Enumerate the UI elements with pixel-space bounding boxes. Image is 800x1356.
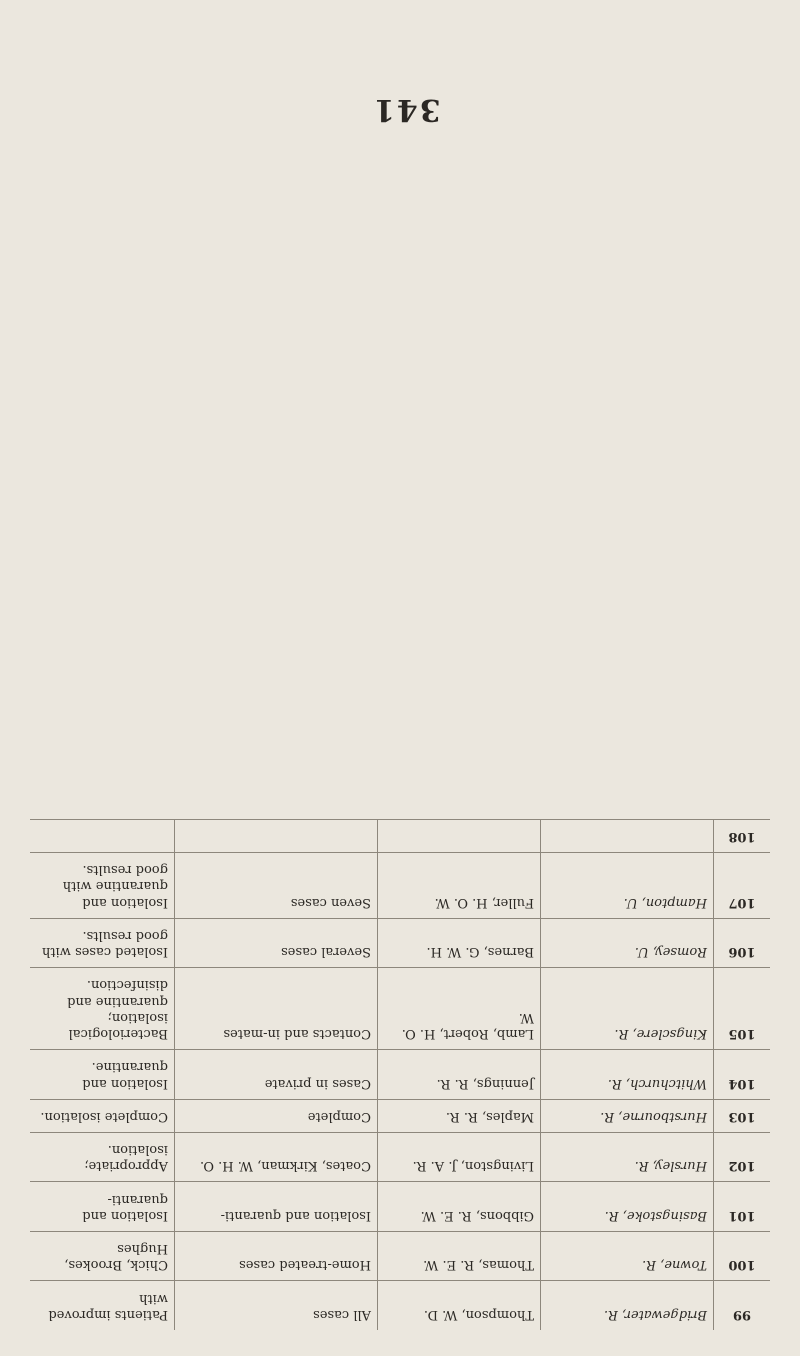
cases-note: Isolation and quaranti- <box>175 1182 378 1232</box>
table-row <box>30 1281 770 1330</box>
district-name: Hurstbourne, R. <box>541 1099 714 1132</box>
table-row <box>30 968 770 1050</box>
row-number: 103 <box>714 1099 771 1132</box>
district-name: Basingstoke, R. <box>541 1182 714 1232</box>
cases-note: Seven cases <box>175 853 378 919</box>
medical-officer: Thompson, W. D. <box>378 1281 541 1330</box>
table-row <box>30 1182 770 1232</box>
cases-note: Cases in private <box>175 1050 378 1100</box>
cases-note: Coates, Kirkman, W. H. O. <box>175 1133 378 1183</box>
district-name: Hursley, R. <box>541 1133 714 1183</box>
table-row <box>30 819 770 852</box>
medical-officer: Gibbons, R. E. W. <box>378 1182 541 1232</box>
medical-officer: Fuller, H. O. W. <box>378 853 541 919</box>
district-name: Bridgewater, R. <box>541 1281 714 1330</box>
page-number: 341 <box>372 92 441 127</box>
table-row <box>30 1232 770 1282</box>
row-number: 104 <box>714 1050 771 1100</box>
report-table <box>30 150 770 1330</box>
table-row <box>30 1133 770 1183</box>
row-number: 107 <box>714 853 771 919</box>
district-name: Kingsclere, R. <box>541 968 714 1050</box>
medical-officer: Jennings, R. R. <box>378 1050 541 1100</box>
medical-officer: Barnes, G. W. H. <box>378 918 541 968</box>
table-row <box>30 853 770 919</box>
remarks: Isolated cases with good results. <box>30 918 175 968</box>
district-name: Whitchurch, R. <box>541 1050 714 1100</box>
remarks: Patients improved with <box>30 1281 175 1330</box>
remarks: Complete isolation. <box>30 1099 175 1132</box>
medical-officer: Lamb, Robert, H. O. W. <box>378 968 541 1050</box>
remarks: Bacteriological isolation; quarantine and disinfection. <box>30 968 175 1050</box>
cases-note <box>175 819 378 852</box>
cases-note: Home-treated cases <box>175 1232 378 1282</box>
table-row <box>30 1050 770 1100</box>
row-number: 106 <box>714 918 771 968</box>
medical-officer: Livingston, J. A. R. <box>378 1133 541 1183</box>
row-number: 105 <box>714 968 771 1050</box>
remarks: Chick, Brookes, Hughes <box>30 1232 175 1282</box>
cases-note: Complete <box>175 1099 378 1132</box>
row-number: 99 <box>714 1281 771 1330</box>
remarks: Isolation and quaranti- <box>30 1182 175 1232</box>
remarks <box>30 819 175 852</box>
district-name <box>541 819 714 852</box>
row-number: 100 <box>714 1232 771 1282</box>
table-row <box>30 1099 770 1132</box>
cases-note: Several cases <box>175 918 378 968</box>
cases-note: Contacts and in-mates <box>175 968 378 1050</box>
row-number: 108 <box>714 819 771 852</box>
remarks: Isolation and quarantine with good results. <box>30 853 175 919</box>
row-number: 102 <box>714 1133 771 1183</box>
district-name: Romsey, U. <box>541 918 714 968</box>
row-number: 101 <box>714 1182 771 1232</box>
medical-officer: Maples, R. R. <box>378 1099 541 1132</box>
medical-officer <box>378 819 541 852</box>
district-name: Hampton, U. <box>541 853 714 919</box>
district-name: Towne, R. <box>541 1232 714 1282</box>
table-row <box>30 918 770 968</box>
remarks: Isolation and quarantine. <box>30 1050 175 1100</box>
remarks: Appropriate; isolation. <box>30 1133 175 1183</box>
medical-officer: Thomas, R. E. W. <box>378 1232 541 1282</box>
cases-note: All cases <box>175 1281 378 1330</box>
